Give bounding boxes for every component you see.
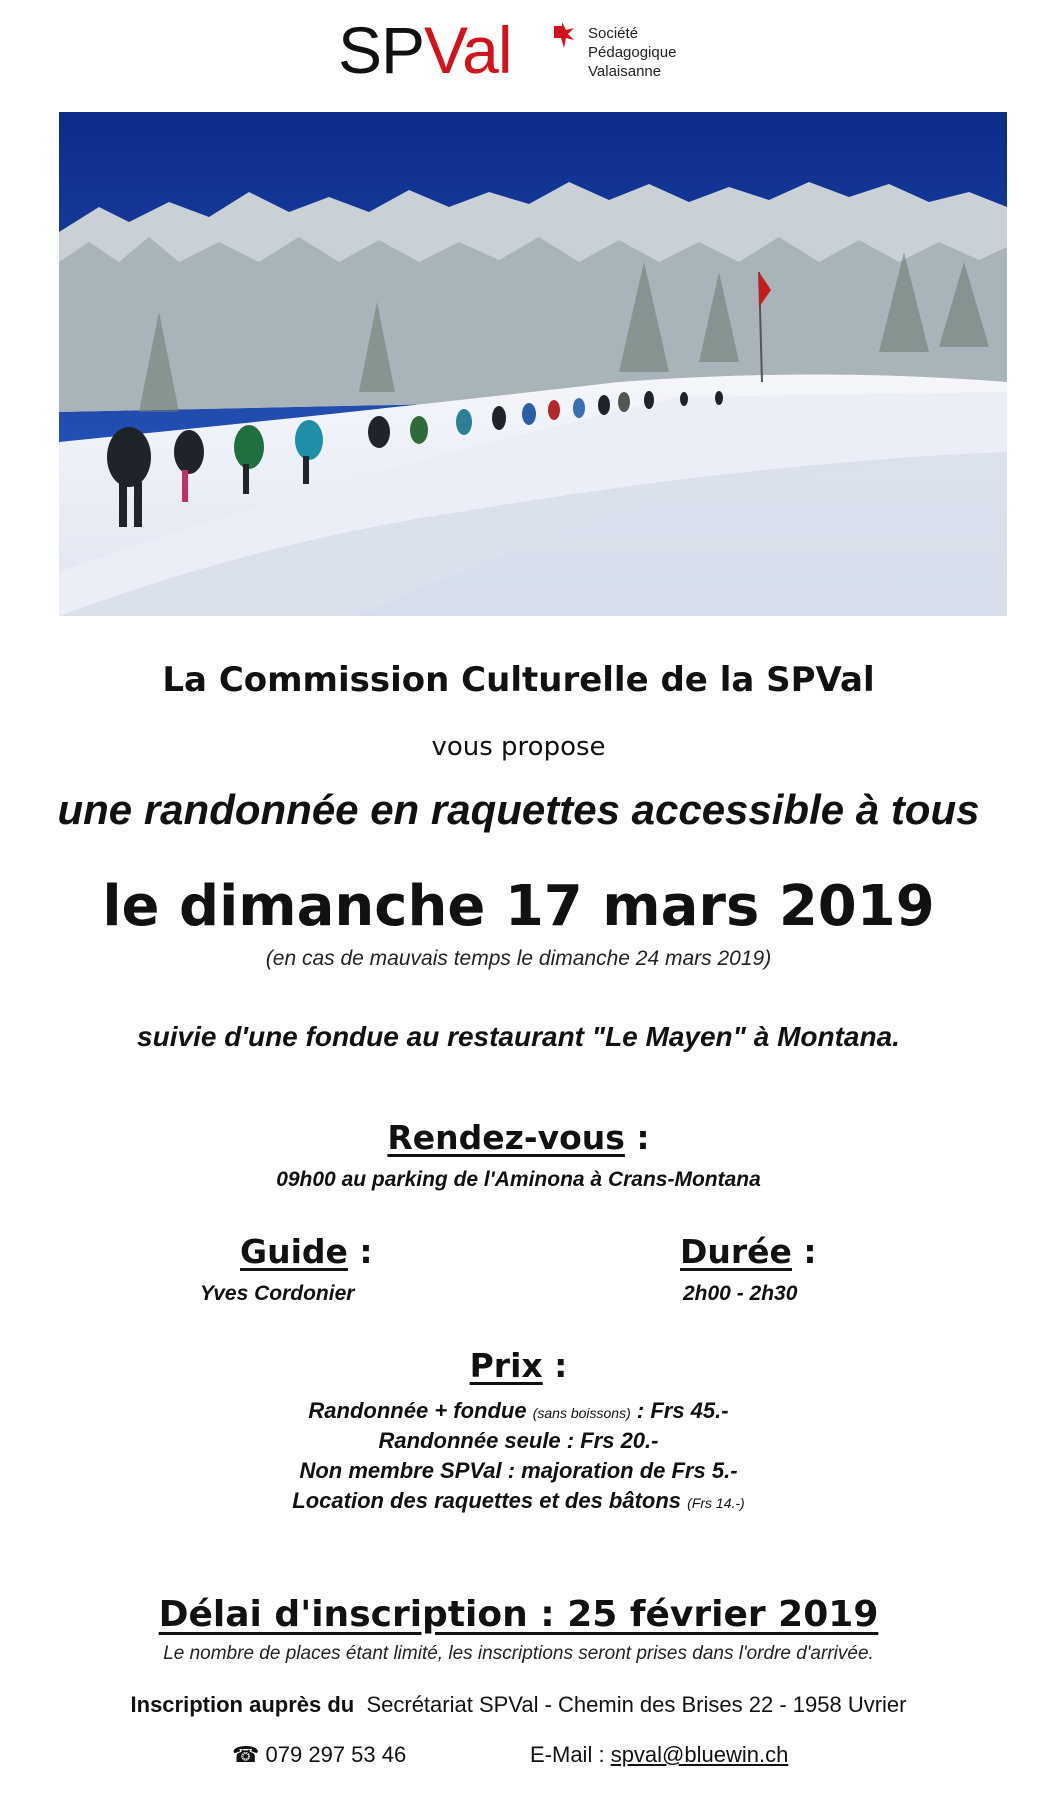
registration-deadline: Délai d'inscription : 25 février 2019 [158, 1594, 879, 1635]
prices-heading [0, 1346, 1037, 1385]
price-line-hike-only: Randonnée seule : Frs 20.- [378, 1428, 659, 1453]
meeting-colon: : [624, 1118, 650, 1157]
fondue-note: suivie d'une fondue au restaurant "Le Mayen" à Montana. [137, 1021, 900, 1052]
duration-heading [680, 1232, 817, 1271]
organizer-heading: La Commission Culturelle de la SPVal [162, 660, 875, 700]
logo-subtitle [588, 24, 676, 81]
duration-label: Durée [680, 1232, 792, 1271]
price-line-hike-fondue [0, 1398, 1037, 1424]
price-line-4-note: (Frs 14.-) [687, 1495, 745, 1511]
price-line-non-member: Non membre SPVal : majoration de Frs 5.- [299, 1458, 738, 1483]
spval-logo [338, 10, 718, 90]
prices-colon: : [542, 1346, 568, 1385]
price-line-rental [0, 1488, 1037, 1514]
event-title: une randonnée en raquettes accessible à tous [57, 786, 980, 833]
duration-value: 2h00 - 2h30 [683, 1282, 798, 1305]
logo-val: Val [424, 13, 512, 87]
snowshoe-hike-photo [59, 112, 1007, 616]
places-note: Le nombre de places étant limité, les inscriptions seront prises dans l'ordre d'arrivée. [163, 1643, 874, 1664]
proposes-text: vous propose [431, 732, 606, 762]
meeting-label: Rendez-vous [387, 1118, 625, 1157]
price-line-4-main: Location des raquettes et des bâtons [292, 1488, 688, 1513]
guide-value: Yves Cordonier [200, 1282, 355, 1305]
fallback-date: (en cas de mauvais temps le dimanche 24 mars 2019) [265, 947, 772, 970]
phone-line [232, 1742, 406, 1768]
logo-sp: SP [338, 13, 425, 87]
meeting-value: 09h00 au parking de l'Aminona à Crans-Montana [276, 1168, 761, 1191]
phone-icon: ☎ [232, 1742, 260, 1767]
logo-star-icon [552, 22, 576, 52]
price-line-1-note: (sans boissons) [532, 1405, 631, 1421]
contact-address: Secrétariat SPVal - Chemin des Brises 22 - 1958 Uvrier [366, 1692, 907, 1717]
logo-wordmark [338, 10, 512, 90]
guide-colon: : [347, 1232, 373, 1271]
logo-line-2: Pédagogique [588, 44, 677, 61]
email-line [530, 1742, 788, 1768]
phone-number: 079 297 53 46 [265, 1742, 407, 1767]
email-label: E-Mail : [530, 1742, 611, 1767]
logo-line-3: Valaisanne [588, 63, 662, 80]
guide-heading [240, 1232, 373, 1271]
contact-line [0, 1692, 1037, 1718]
logo-line-1: Société [588, 25, 639, 42]
price-line-1-price: : Frs 45.- [630, 1398, 729, 1423]
guide-label: Guide [240, 1232, 348, 1271]
contact-label: Inscription auprès du [130, 1692, 355, 1717]
prices-label: Prix [469, 1346, 543, 1385]
meeting-heading [0, 1118, 1037, 1157]
email-link[interactable]: spval@bluewin.ch [610, 1742, 789, 1767]
duration-colon: : [791, 1232, 817, 1271]
event-date: le dimanche 17 mars 2019 [102, 874, 935, 939]
price-line-1-main: Randonnée + fondue [308, 1398, 533, 1423]
